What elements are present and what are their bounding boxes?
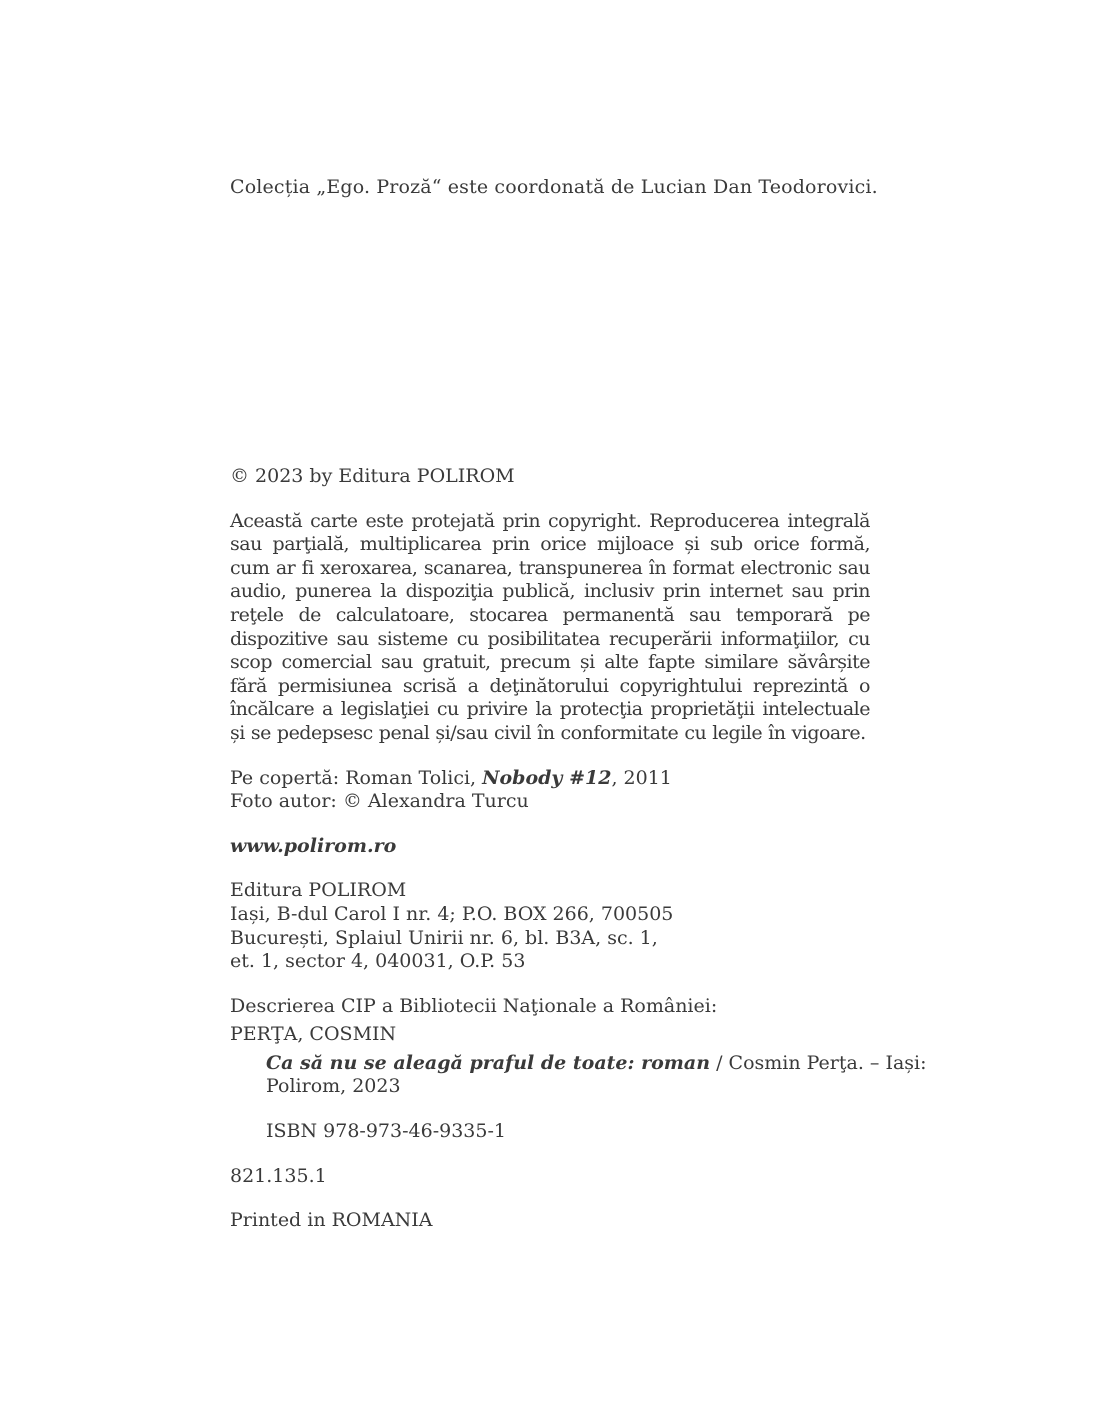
classification-code: 821.135.1 (230, 1164, 327, 1187)
imprint-section (230, 465, 927, 1254)
cip-author: PERŢA, COSMIN (230, 1023, 397, 1046)
publisher-website: www.polirom.ro (230, 834, 397, 857)
copyright-line: © 2023 by Editura POLIROM (230, 465, 515, 487)
cip-responsibility: / Cosmin Perţa. – Iași: (710, 1051, 927, 1074)
website-block (230, 835, 870, 859)
cover-artwork-title: Nobody #12 (482, 766, 612, 789)
publisher-address-iasi: Iași, B-dul Carol I nr. 4; P.O. BOX 266, 700505 (230, 902, 674, 925)
isbn: ISBN 978-973-46-9335-1 (266, 1120, 506, 1143)
copyright-legal-text: Această carte este protejată prin copyright. Reproducerea integrală sau parţială, multiplicarea prin orice mijloace și sub orice formă, cum ar fi xeroxarea, scanarea, transpunerea în format electronic sau audio, punerea la dispoziţia publică, inclusiv prin internet sau prin reţele de calculatoare, stocarea permanentă sau temporară pe dispozitive sau sisteme cu posibilitatea recuperării informaţiilor, cu scop comercial sau gratuit, precum și alte fapte similare săvârșite fără permisiunea scrisă a deţinătorului copyrightului reprezintă o încălcare a legislaţiei cu privire la protecţia proprietăţii intelectuale și se pedepsesc penal și/sau civil în conformitate cu legile în vigoare. (230, 509, 870, 744)
cip-title-line (266, 1051, 927, 1076)
publisher-address-bucuresti-cont: et. 1, sector 4, 040031, O.P. 53 (230, 950, 526, 973)
publisher-name: Editura POLIROM (230, 879, 407, 902)
cover-credit-prefix: Pe copertă: Roman Tolici, (230, 766, 483, 789)
cip-entry (266, 1051, 927, 1099)
photo-credit: Foto autor: © Alexandra Turcu (230, 790, 529, 813)
cip-heading: Descrierea CIP a Bibliotecii Naţionale a României: (230, 994, 718, 1017)
cip-publication: Polirom, 2023 (266, 1075, 401, 1098)
publisher-address-bucuresti: București, Splaiul Unirii nr. 6, bl. B3A, sc. 1, (230, 926, 658, 949)
collection-note: Colecția „Ego. Proză“ este coordonată de Lucian Dan Teodorovici. (230, 176, 878, 198)
credits-block (230, 767, 870, 814)
cover-credit (230, 767, 870, 791)
publisher-address-block (230, 879, 870, 973)
cip-book-title: Ca să nu se aleagă praful de toate: roman (266, 1051, 711, 1074)
printed-in: Printed in ROMANIA (230, 1209, 433, 1232)
cover-credit-suffix: , 2011 (611, 766, 672, 789)
